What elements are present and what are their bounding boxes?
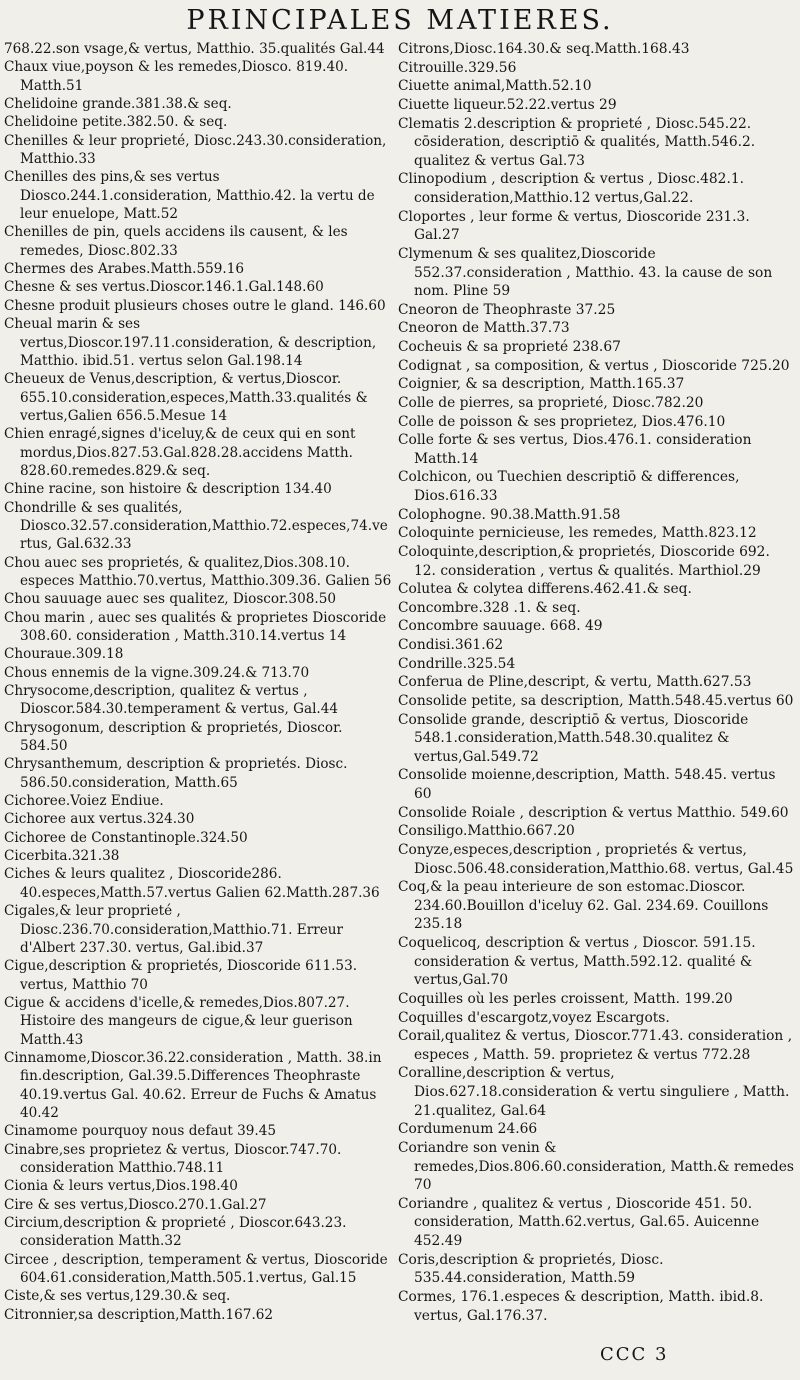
index-entry: Coloquinte,description,& proprietés, Dioscoride 692. 12. consideration , vertus & qualités. Marthiol.29 xyxy=(398,543,770,579)
index-entry: Chrysanthemum, description & proprietés. Diosc. 586.50.consideration, Matth.65 xyxy=(4,756,348,791)
index-entry: Citronnier,sa description,Matth.167.62 xyxy=(4,1306,274,1323)
index-entry: Cicerbita.321.38 xyxy=(4,848,120,865)
index-entry: Chesne produit plusieurs choses outre le gland. 146.60 xyxy=(4,297,386,314)
index-entry: Cichoree aux vertus.324.30 xyxy=(4,811,195,828)
index-entry: Cormes, 176.1.especes & description, Matth. ibid.8. vertus, Gal.176.37. xyxy=(398,1288,764,1324)
index-entry: Cloportes , leur forme & vertus, Dioscoride 231.3. Gal.27 xyxy=(398,208,750,244)
index-entry: Citrons,Diosc.164.30.& seq.Matth.168.43 xyxy=(398,41,690,57)
page-header-title: PRINCIPALES MATIERES. xyxy=(186,5,614,36)
index-entry: Cinnamome,Dioscor.36.22.consideration , Matth. 38.in fin.description, Gal.39.5.Differences Theophraste 40.19.vertus Gal. 40.62. Erreur de Fuchs & Amatus 40.42 xyxy=(4,1049,382,1121)
index-entry: Coriandre , qualitez & vertus , Dioscoride 451. 50. consideration, Matth.62.vertus, Gal.65. Auicenne 452.49 xyxy=(398,1195,760,1249)
index-entry: Coriandre son venin & remedes,Dios.806.60.consideration, Matth.& remedes 70 xyxy=(398,1139,794,1194)
index-entry: Ciuette animal,Matth.52.10 xyxy=(398,78,592,95)
index-entry: Clematis 2.description & proprieté , Diosc.545.22. cōsideration, descriptiō & qualités, Matth.546.2. qualitez & vertus Gal.73 xyxy=(398,115,756,169)
index-entry: Chrysogonum, description & proprietés, Dioscor. 584.50 xyxy=(4,719,343,755)
index-entry: Condrille.325.54 xyxy=(398,655,516,672)
index-entry: Ciuette liqueur.52.22.vertus 29 xyxy=(398,96,617,113)
index-entry: Cigue & accidens d'icelle,& remedes,Dios.807.27. Histoire des mangeurs de cigue,& leur guerison Matth.43 xyxy=(4,994,353,1048)
index-entry: Chondrille & ses qualités, Diosco.32.57.consideration,Matthio.72.especes,74.vertus, Gal.632.33 xyxy=(4,499,388,553)
index-entry: Ciste,& ses vertus,129.30.& seq. xyxy=(4,1288,231,1305)
index-entry: Chien enragé,signes d'iceluy,& de ceux qui en sont mordus,Dios.827.53.Gal.828.28.accidens Matth. 828.60.remedes.829.& seq. xyxy=(4,426,356,479)
index-entry: Consiligo.Matthio.667.20 xyxy=(398,823,575,840)
index-entry: Cigales,& leur proprieté , Diosc.236.70.consideration,Matthio.71. Erreur d'Albert 237.30. vertus, Gal.ibid.37 xyxy=(4,903,343,956)
right-column xyxy=(398,40,796,1325)
index-entry: Ciches & leurs qualitez , Dioscoride286. 40.especes,Matth.57.vertus Galien 62.Matth.287.36 xyxy=(4,866,380,901)
index-entry: Colle forte & ses vertus, Dios.476.1. consideration Matth.14 xyxy=(398,432,752,467)
signature-mark: CCC 3 xyxy=(600,1344,669,1365)
index-entry: Consolide petite, sa description, Matth.548.45.vertus 60 xyxy=(398,692,794,709)
index-entry: Cocheuis & sa proprieté 238.67 xyxy=(398,339,621,355)
index-entry: Cinamome pourquoy nous defaut 39.45 xyxy=(4,1123,277,1140)
index-entry: Circee , description, temperament & vertus, Dioscoride 604.61.consideration,Matth.505.1.vertus, Gal.15 xyxy=(4,1251,388,1287)
index-entry: Cheueux de Venus,description, & vertus,Dioscor. 655.10.consideration,especes,Matth.33.qualités & vertus,Galien 656.5.Mesue 14 xyxy=(4,371,368,424)
index-entry: Colle de pierres, sa proprieté, Diosc.782.20 xyxy=(398,394,704,411)
index-entry: Chou marin , auec ses qualités & proprietes Dioscoride 308.60. consideration , Matth.310.14.vertus 14 xyxy=(4,609,387,644)
index-entry: Codignat , sa composition, & vertus , Dioscoride 725.20 xyxy=(398,357,790,374)
index-entry: Coq,& la peau interieure de son estomac.Dioscor. 234.60.Bouillon d'iceluy 62. Gal. 234.69. Couillons 235.18 xyxy=(398,879,769,933)
index-entry: Coris,description & proprietés, Diosc. 535.44.consideration, Matth.59 xyxy=(398,1251,664,1287)
index-entry: Chous ennemis de la vigne.309.24.& 713.70 xyxy=(4,664,310,681)
index-entry: Cordumenum 24.66 xyxy=(398,1121,538,1138)
index-entry: Coquelicoq, description & vertus , Dioscor. 591.15. consideration & vertus, Matth.592.12. qualité & vertus,Gal.70 xyxy=(398,935,756,989)
index-entry: Cheual marin & ses vertus,Dioscor.197.11.consideration, & description, Matthio. ibid.51. vertus selon Gal.198.14 xyxy=(4,316,377,369)
index-entry: Cneoron de Theophraste 37.25 xyxy=(398,301,616,318)
index-entry: Chelidoine grande.381.38.& seq. xyxy=(4,96,232,113)
index-entry: Cichoree de Constantinople.324.50 xyxy=(4,829,248,846)
index-entry: Consolide grande, descriptiō & vertus, Dioscoride 548.1.consideration,Matth.548.30.qualitez & vertus,Gal.549.72 xyxy=(398,711,749,765)
index-entry: Chenilles de pin, quels accidens ils causent, & les remedes, Diosc.802.33 xyxy=(4,224,348,259)
index-entry: 768.22.son vsage,& vertus, Matthio. 35.qualités Gal.44 xyxy=(4,41,385,57)
index-entry: Chrysocome,description, qualitez & vertus , Dioscor.584.30.temperament & vertus, Gal.44 xyxy=(4,683,339,718)
left-column xyxy=(4,40,392,1324)
index-entry: Coralline,description & vertus, Dios.627.18.consideration & vertu singuliere , Matth. 21.qualitez, Gal.64 xyxy=(398,1065,790,1119)
index-entry: Coignier, & sa description, Matth.165.37 xyxy=(398,376,685,393)
index-entry: Colle de poisson & ses proprietez, Dios.476.10 xyxy=(398,413,726,430)
index-entry: Circium,description & proprieté , Dioscor.643.23. consideration Matth.32 xyxy=(4,1215,347,1250)
index-entry: Clymenum & ses qualitez,Dioscoride 552.37.consideration , Matthio. 43. la cause de son nom. Pline 59 xyxy=(398,245,773,300)
index-entry: Cichoree.Voiez Endiue. xyxy=(4,793,164,810)
index-entry: Conyze,especes,description , proprietés & vertus, Diosc.506.48.consideration,Matthio.68. vertus, Gal.45 xyxy=(398,841,794,877)
index-entry: Chine racine, son histoire & description 134.40 xyxy=(4,481,332,498)
index-entry: Colophogne. 90.38.Matth.91.58 xyxy=(398,506,621,523)
index-entry: Cigue,description & proprietés, Dioscoride 611.53. vertus, Matthio 70 xyxy=(4,958,358,993)
index-entry: Chenilles des pins,& ses vertus Diosco.244.1.consideration, Matthio.42. la vertu de leur enuelope, Matt.52 xyxy=(4,169,375,223)
index-entry: Chermes des Arabes.Matth.559.16 xyxy=(4,261,245,278)
index-entry: Chou sauuage auec ses qualitez, Dioscor.308.50 xyxy=(4,591,336,608)
index-entry: Consolide Roiale , description & vertus Matthio. 549.60 xyxy=(398,804,789,821)
index-entry: Conferua de Pline,descript, & vertu, Matth.627.53 xyxy=(398,674,752,691)
index-entry: Chaux viue,poyson & les remedes,Diosco. 819.40. Matth.51 xyxy=(4,59,349,94)
index-entry: Cionia & leurs vertus,Dios.198.40 xyxy=(4,1178,238,1195)
index-entry: Coquilles où les perles croissent, Matth. 199.20 xyxy=(398,990,733,1007)
index-entry: Colutea & colytea differens.462.41.& seq. xyxy=(398,581,692,598)
index-entry: Cneoron de Matth.37.73 xyxy=(398,320,570,337)
index-entry: Concombre.328 .1. & seq. xyxy=(398,599,581,616)
index-entry: Condisi.361.62 xyxy=(398,637,504,653)
index-entry: Colchicon, ou Tuechien descriptiō & differences, Dios.616.33 xyxy=(398,469,740,504)
index-entry: Chesne & ses vertus.Dioscor.146.1.Gal.148.60 xyxy=(4,279,324,296)
index-entry: Citrouille.329.56 xyxy=(398,59,517,76)
index-entry: Clinopodium , description & vertus , Diosc.482.1. consideration,Matthio.12 vertus,Gal.22. xyxy=(398,171,745,206)
index-entry: Coloquinte pernicieuse, les remedes, Matth.823.12 xyxy=(398,525,757,542)
index-entry: Coquilles d'escargotz,voyez Escargots. xyxy=(398,1009,670,1026)
index-entry: Corail,qualitez & vertus, Dioscor.771.43. consideration , especes , Matth. 59. proprietez & vertus 772.28 xyxy=(398,1028,793,1063)
index-entry: Chenilles & leur proprieté, Diosc.243.30.consideration, Matthio.33 xyxy=(4,132,387,168)
index-entry: Cire & ses vertus,Diosco.270.1.Gal.27 xyxy=(4,1196,267,1213)
index-entry: Chelidoine petite.382.50. & seq. xyxy=(4,114,228,131)
index-entry: Chouraue.309.18 xyxy=(4,646,124,663)
index-entry: Concombre sauuage. 668. 49 xyxy=(398,618,603,635)
index-entry: Chou auec ses proprietés, & qualitez,Dios.308.10. especes Matthio.70.vertus, Matthio.309.36. Galien 56 xyxy=(4,554,392,589)
index-entry: Cinabre,ses proprietez & vertus, Dioscor.747.70. consideration Matthio.748.11 xyxy=(4,1141,342,1176)
index-entry: Consolide moienne,description, Matth. 548.45. vertus 60 xyxy=(398,767,776,802)
